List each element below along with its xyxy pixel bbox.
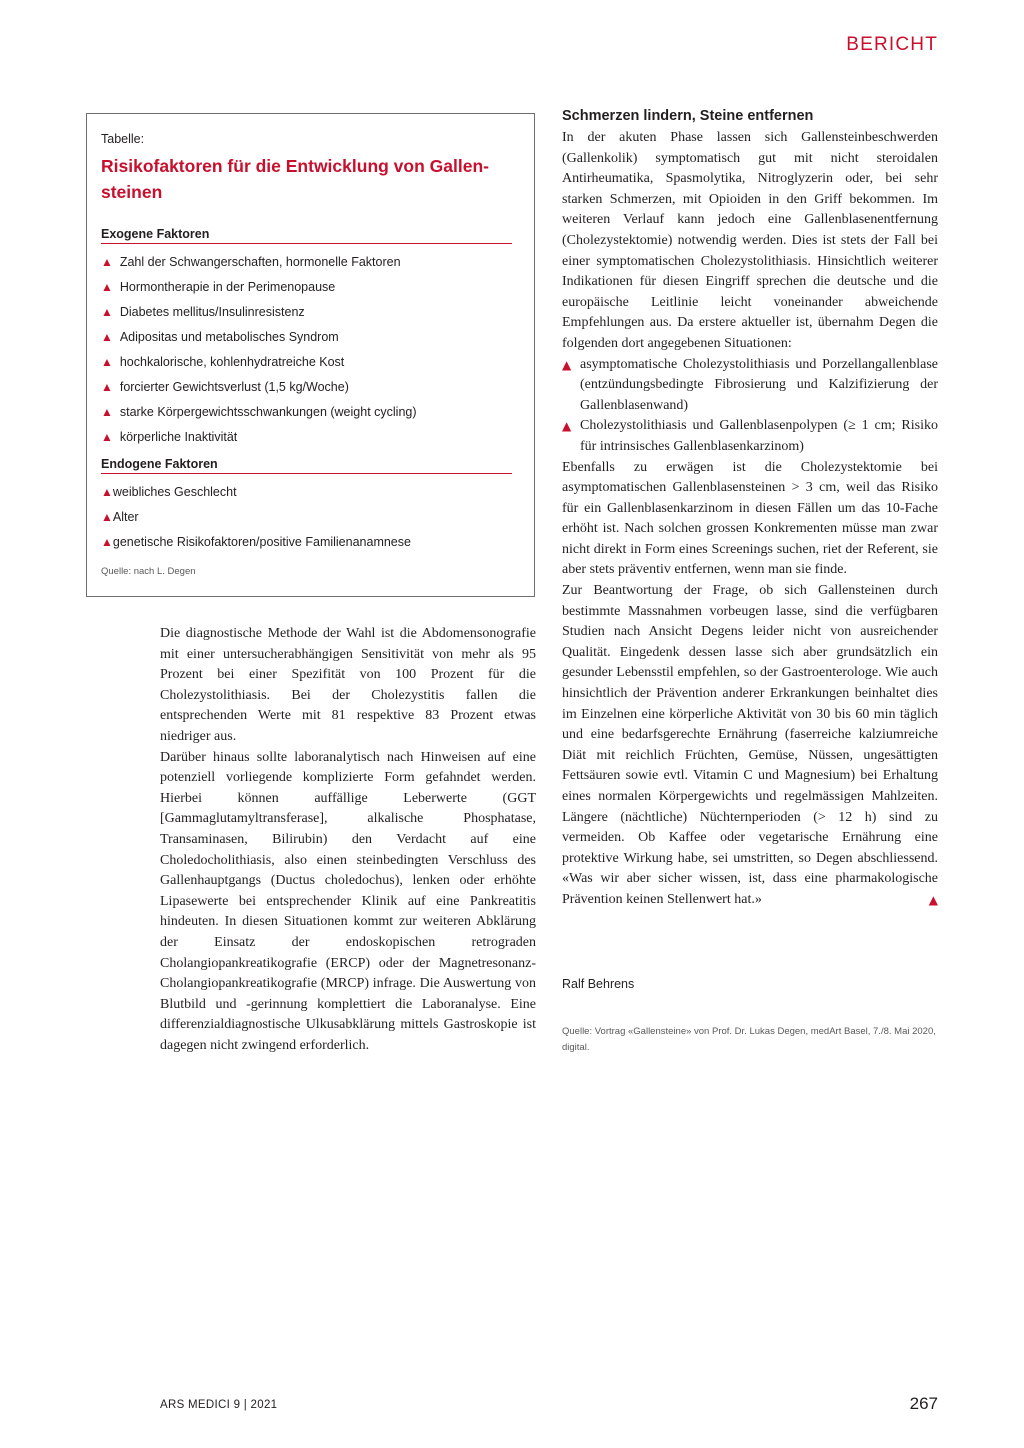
triangle-bullet-icon: ▲ — [101, 305, 113, 319]
triangle-bullet-icon: ▲ — [101, 430, 113, 444]
list-item: ▲ Cholezystolithiasis und Gallenblasenpolypen (≥ 1 cm; Risiko für intrinsisches Gallenblasenkarzinom) — [562, 416, 938, 457]
exogenous-heading: Exogene Faktoren — [101, 227, 512, 244]
triangle-bullet-icon: ▲ — [101, 510, 113, 524]
table-row: ▲genetische Risikofaktoren/positive Familienanamnese — [101, 535, 411, 549]
paragraph: Ebenfalls zu erwägen ist die Cholezystektomie bei asymptomatischen Gallenblasensteinen > 3 cm, weil das Risiko für ein Gallenblasenkarzinom in diesen Fällen um das 10-Fache erhöht ist. Nach solchen grossen Konkrementen müsse man zwar nicht direkt in Form eines Screenings suchen, riet der Referent, sie aber stets präventiv entfernen, wenn man sie finde. — [562, 459, 938, 578]
paragraph: Zur Beantwortung der Frage, ob sich Gallensteinen durch bestimmte Massnahmen vorbeugen lasse, sind die verfügbaren Studien nach Ansicht Degens leider nicht von ausreichender Qualität. Eingedenk dessen lasse sich aber grundsätzlich ein gesunder Lebensstil empfehlen, so der Gastroenterologe. Wie auch hinsichtlich der Prävention anderer Erkrankungen beinhaltet dies im Einzelnen eine körperliche Aktivität von 30 bis 60 min täglich und eine bedarfsgerechte Ernährung (faserreiche kalziumreiche Diät mit reichlich Früchten, Gemüse, Nüssen, ungesättigten Fettsäuren sowie evtl. Vitamin C und Magnesium) bei Erhaltung eines normalen Körpergewichts und regelmässigen Mahlzeiten. Längere (nächtliche) Nüchternperioden (> 12 h) sind zu vermeiden. Ob Kaffee oder vegetarische Ernährung eine protektive Wirkung habe, sei umstritten, so Degen abschliessend. «Was wir aber sicher wissen, ist, dass eine pharmakologische Prävention keinen Stellenwert hat.» ▲ — [562, 581, 938, 911]
list-item: ▲ asymptomatische Cholezystolithiasis und Porzellangallenblase (entzündungsbedingte Fibrosierung und Kalzifizierung der Gallenblasenwand) — [562, 355, 938, 417]
table-row: ▲ Hormontherapie in der Perimenopause — [101, 280, 336, 294]
table-row: ▲Alter — [101, 510, 139, 524]
right-column — [562, 128, 938, 911]
triangle-bullet-icon: ▲ — [562, 419, 572, 434]
paragraph: In der akuten Phase lassen sich Gallensteinbeschwerden (Gallenkolik) symptomatisch gut mit nicht steroidalen Antirheumatika, Spasmolytika, Nitroglyzerin oder, bei sehr starken Schmerzen, mit Opioiden in den Griff bekommen. Im weiteren Verlauf kann jedoch eine Gallenblasenentfernung (Cholezystektomie) notwendig werden. Dies ist stets der Fall bei einer symptomatischen Cholezystolithiasis. Hinsichtlich weiterer Indikationen für diesen Eingriff sprechen die deutsche und die europäische Leitlinie leicht voneinander abweichende Empfehlungen aus. Da erstere aktueller ist, übernahm Degen die folgenden dort angegebenen Situationen: — [562, 130, 938, 351]
table-caption: Tabelle: — [101, 132, 145, 146]
triangle-bullet-icon: ▲ — [101, 485, 113, 499]
footer-journal: ARS MEDICI 9 | 2021 — [160, 1399, 278, 1411]
risk-factor-table — [86, 113, 535, 597]
left-column — [160, 624, 536, 1056]
triangle-bullet-icon: ▲ — [101, 380, 113, 394]
triangle-bullet-icon: ▲ — [101, 255, 113, 269]
author: Ralf Behrens — [562, 977, 635, 991]
end-mark-triangle-icon: ▲ — [928, 892, 938, 907]
table-title: Risikofaktoren für die Entwicklung von Gallen-steinen — [101, 156, 489, 202]
table-row: ▲ starke Körpergewichtsschwankungen (weight cycling) — [101, 405, 417, 419]
triangle-bullet-icon: ▲ — [101, 405, 113, 419]
table-row: ▲ forcierter Gewichtsverlust (1,5 kg/Woche) — [101, 380, 349, 394]
section-label: BERICHT — [846, 34, 938, 55]
table-row: ▲ Diabetes mellitus/Insulinresistenz — [101, 305, 305, 319]
table-row: ▲ hochkalorische, kohlenhydratreiche Kost — [101, 355, 345, 369]
table-source: Quelle: nach L. Degen — [101, 566, 196, 577]
triangle-bullet-icon: ▲ — [101, 535, 113, 549]
triangle-bullet-icon: ▲ — [101, 355, 113, 369]
page-number: 267 — [909, 1394, 938, 1413]
section-heading: Schmerzen lindern, Steine entfernen — [562, 108, 814, 124]
table-row: ▲weibliches Geschlecht — [101, 485, 237, 499]
source-note: Quelle: Vortrag «Gallensteine» von Prof. Dr. Lukas Degen, medArt Basel, 7./8. Mai 2020, digital. — [562, 1026, 936, 1053]
paragraph: Die diagnostische Methode der Wahl ist die Abdomensonografie mit einer untersucherabhängigen Sensitivität von mehr als 95 Prozent bei einer Spezifität von 100 Prozent für die Cholezystolithiasis. Bei der Cholezystitis fallen die entsprechenden Werte mit 81 respektive 83 Prozent etwas niedriger aus. — [160, 626, 536, 744]
table-row: ▲ Adipositas und metabolisches Syndrom — [101, 330, 339, 344]
triangle-bullet-icon: ▲ — [101, 330, 113, 344]
table-row: ▲ Zahl der Schwangerschaften, hormonelle Faktoren — [101, 255, 401, 269]
paragraph: Darüber hinaus sollte laboranalytisch nach Hinweisen auf eine potenziell vorliegende komplizierte Form gefahndet werden. Hierbei können auffällige Leberwerte (GGT [Gammaglutamyltransferase], alkalische Phosphatase, Transaminasen, Bilirubin) den Verdacht auf eine Choledocholithiasis, also einen steinbedingten Verschluss des Gallenhauptgangs (Ductus choledochus), lenken oder erhöhte Lipasewerte bei entsprechender Klinik auf eine Pankreatitis hindeuten. In diesen Situationen kommt zur weiteren Abklärung der Einsatz der endoskopischen retrograden Cholangiopankreatikografie (ERCP) oder der Magnetresonanz-Cholangiopankreatikografie (MRCP) infrage. Die Auswertung von Blutbild und -gerinnung komplettiert die Laboranalyse. Eine differenzialdiagnostische Ulkusabklärung mittels Gastroskopie ist dagegen nicht zwingend erforderlich. — [160, 749, 536, 1053]
triangle-bullet-icon: ▲ — [101, 280, 113, 294]
endogenous-heading: Endogene Faktoren — [101, 457, 512, 474]
triangle-bullet-icon: ▲ — [562, 357, 572, 372]
table-row: ▲ körperliche Inaktivität — [101, 430, 238, 444]
